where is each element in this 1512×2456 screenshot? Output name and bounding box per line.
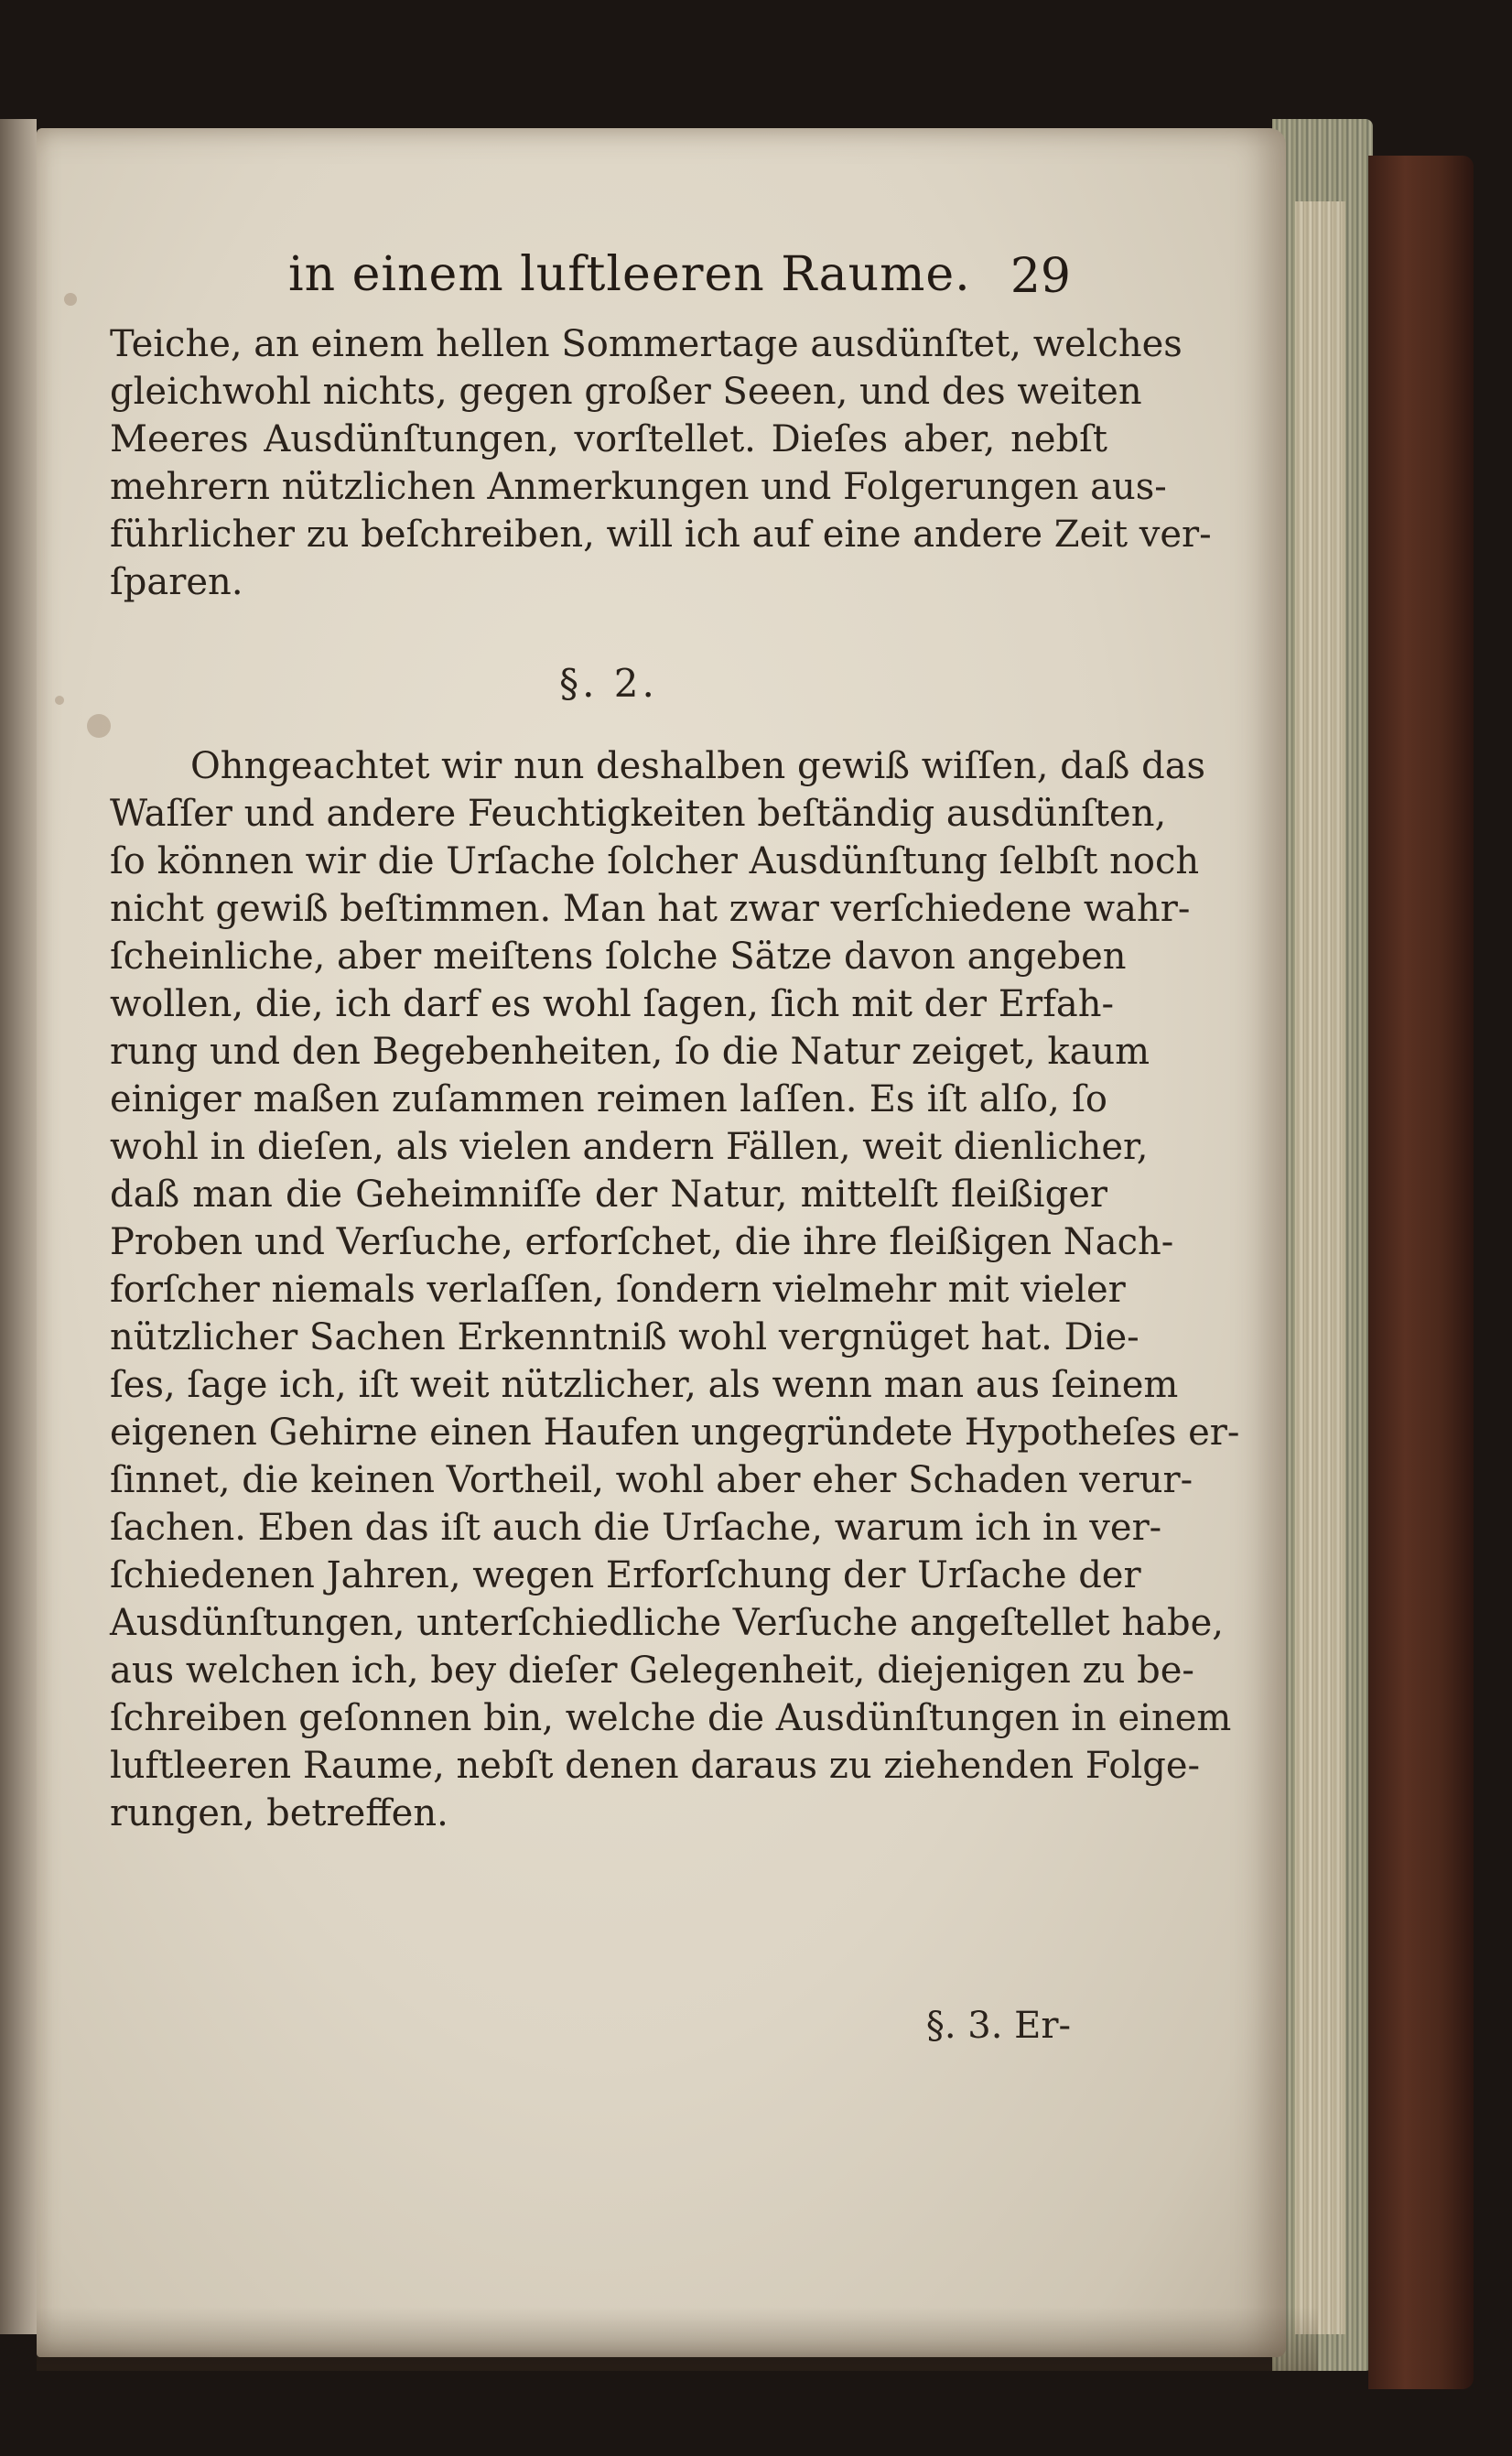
- paragraph-section-2: [110, 742, 1240, 1837]
- text-line: aus welchen ich, bey dieſer Gelegenheit, diejenigen zu be-: [110, 1650, 1194, 1692]
- adjacent-page-edge: [0, 119, 37, 2334]
- text-line: daß man die Geheimniſſe der Natur, mittelſt fleißiger: [110, 1174, 1107, 1216]
- text-line: Meeres Ausdünſtungen, vorſtellet. Dieſes aber, nebſt: [110, 418, 1107, 460]
- text-line: ſparen.: [110, 561, 243, 603]
- text-line: eigenen Gehirne einen Haufen ungegründete Hypotheſes er-: [110, 1412, 1240, 1454]
- text-line: ſo können wir die Urſache ſolcher Ausdünſtung ſelbſt noch: [110, 840, 1200, 882]
- paper-stain: [64, 293, 77, 306]
- running-title: in einem luftleeren Raume.: [288, 247, 971, 302]
- text-line: mehrern nützlichen Anmerkungen und Folgerungen aus-: [110, 466, 1167, 508]
- text-line: ſinnet, die keinen Vortheil, wohl aber eher Schaden verur-: [110, 1459, 1193, 1501]
- text-line: einiger maßen zuſammen reimen laſſen. Es iſt alſo, ſo: [110, 1078, 1107, 1120]
- page-number: 29: [1010, 249, 1071, 304]
- book-cover: [1368, 156, 1474, 2389]
- text-line: Teiche, an einem hellen Sommertage ausdünſtet, welches: [110, 323, 1183, 365]
- paper-stain: [87, 714, 111, 738]
- page-text: [110, 247, 1240, 2047]
- paragraph-continued: [110, 320, 1212, 606]
- text-line: Waſſer und andere Feuchtigkeiten beſtändig ausdünſten,: [110, 793, 1167, 835]
- text-line: Ohngeachtet wir nun deshalben gewiß wiſſen, daß das: [190, 745, 1206, 787]
- text-line: ſcheinliche, aber meiſtens ſolche Sätze davon angeben: [110, 936, 1127, 978]
- text-line: nicht gewiß beſtimmen. Man hat zwar verſchiedene wahr-: [110, 888, 1191, 930]
- text-line: forſcher niemals verlaſſen, ſondern vielmehr mit vieler: [110, 1269, 1126, 1311]
- text-line: ſchreiben geſonnen bin, welche die Ausdünſtungen in einem: [110, 1697, 1232, 1739]
- page-bottom-shadow: [37, 2307, 1318, 2371]
- text-line: ſes, ſage ich, iſt weit nützlicher, als wenn man aus ſeinem: [110, 1364, 1179, 1406]
- paper-stain: [55, 696, 64, 705]
- text-line: wollen, die, ich darf es wohl ſagen, ſich mit der Erfah-: [110, 983, 1115, 1025]
- text-line: ſchiedenen Jahren, wegen Erforſchung der Urſache der: [110, 1554, 1141, 1596]
- text-line: nützlicher Sachen Erkenntniß wohl vergnüget hat. Die-: [110, 1316, 1139, 1358]
- text-line: Proben und Verſuche, erforſchet, die ihre fleißigen Nach-: [110, 1221, 1174, 1263]
- text-line: rungen, betreffen.: [110, 1792, 448, 1834]
- text-line: Ausdünſtungen, unterſchiedliche Verſuche angeſtellet habe,: [110, 1602, 1224, 1644]
- section-heading: §. 2.: [559, 661, 658, 706]
- text-line: ſachen. Eben das iſt auch die Urſache, warum ich in ver-: [110, 1507, 1162, 1549]
- text-line: führlicher zu beſchreiben, will ich auf eine andere Zeit ver-: [110, 514, 1212, 556]
- running-head: [110, 247, 1107, 320]
- text-line: rung und den Begebenheiten, ſo die Natur zeiget, kaum: [110, 1031, 1150, 1073]
- catchword: §. 3. Er-: [925, 2005, 1071, 2047]
- text-line: luftleeren Raume, nebſt denen daraus zu ziehenden Folge-: [110, 1745, 1201, 1787]
- text-line: wohl in dieſen, als vielen andern Fällen, weit dienlicher,: [110, 1126, 1149, 1168]
- page-stack-inner-edge: [1295, 201, 1345, 2334]
- text-line: gleichwohl nichts, gegen großer Seeen, und des weiten: [110, 371, 1142, 413]
